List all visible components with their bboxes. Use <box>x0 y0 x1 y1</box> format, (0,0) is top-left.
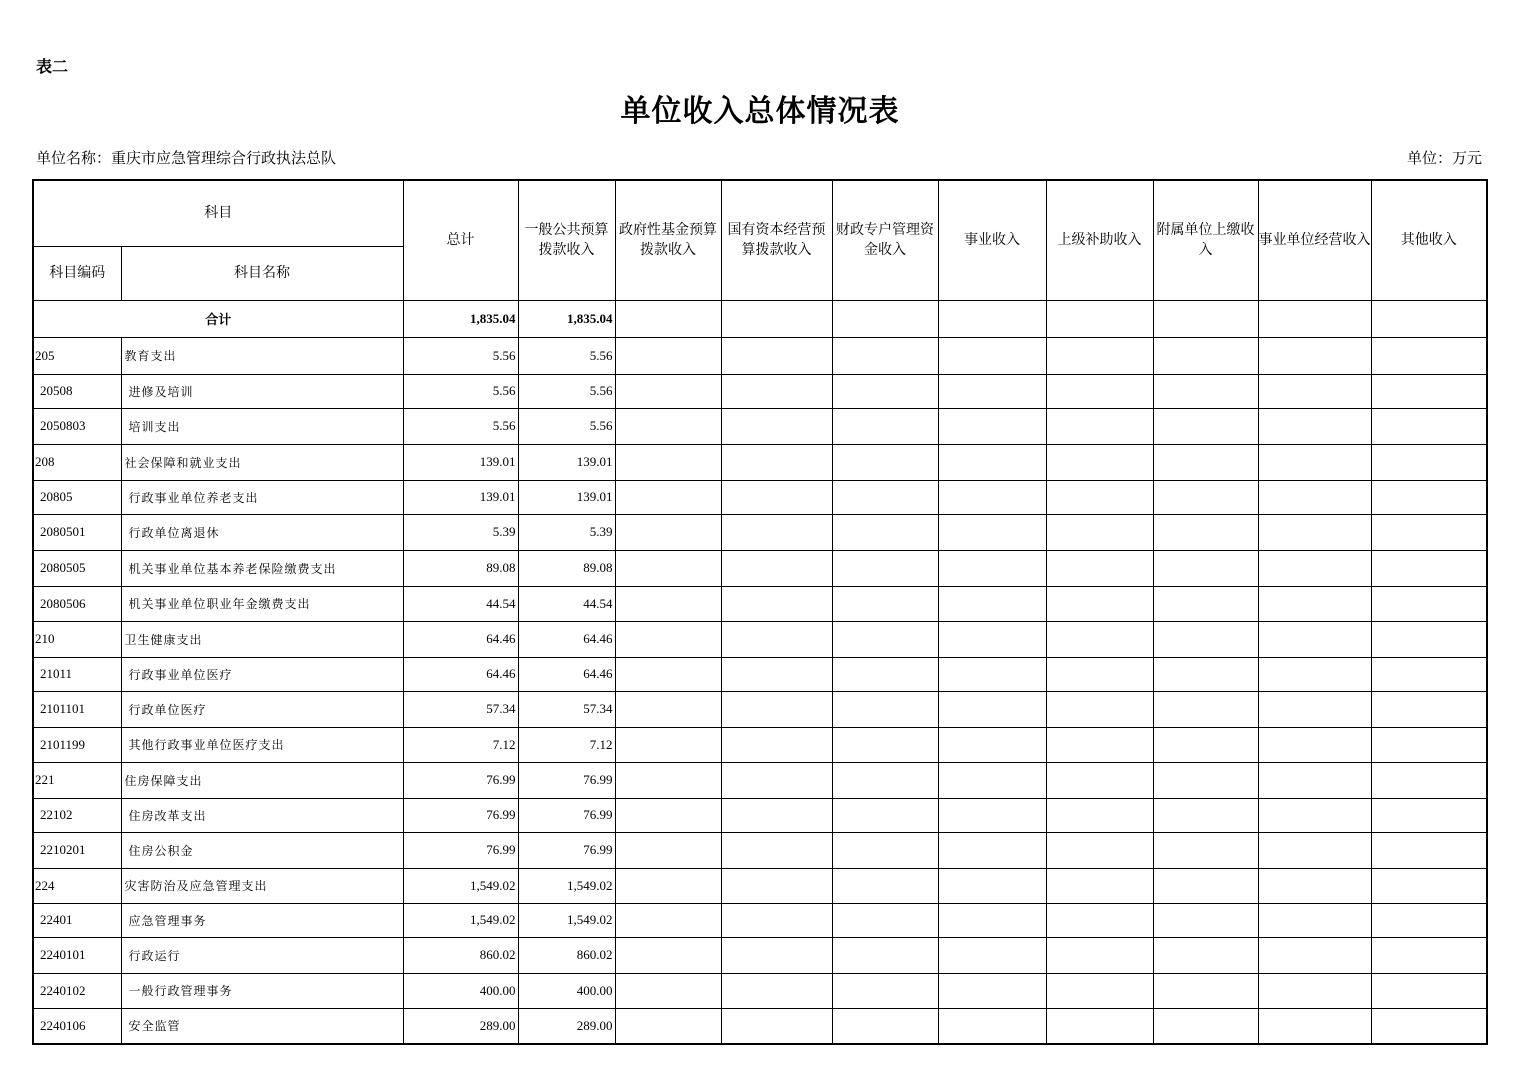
row-name: 住房改革支出 <box>121 798 403 832</box>
table-row <box>33 621 1487 657</box>
empty-cell <box>1046 903 1153 937</box>
empty-cell <box>615 727 721 762</box>
header-subject-code: 科目编码 <box>33 246 121 300</box>
empty-cell <box>1046 937 1153 973</box>
empty-cell <box>721 374 832 408</box>
table-row <box>33 937 1487 973</box>
row-total: 89.08 <box>403 550 518 586</box>
row-code: 210 <box>33 621 121 657</box>
row-code: 2101101 <box>33 691 121 727</box>
empty-cell <box>1046 514 1153 550</box>
empty-cell <box>1046 691 1153 727</box>
table-row <box>33 586 1487 621</box>
empty-cell <box>615 798 721 832</box>
empty-cell <box>1371 586 1487 621</box>
row-code: 21011 <box>33 657 121 691</box>
empty-cell <box>1258 657 1371 691</box>
row-total: 5.56 <box>403 408 518 444</box>
row-code: 2240101 <box>33 937 121 973</box>
row-name: 灾害防治及应急管理支出 <box>121 868 403 903</box>
row-total: 44.54 <box>403 586 518 621</box>
row-name: 一般行政管理事务 <box>121 973 403 1008</box>
row-general-budget: 64.46 <box>518 657 615 691</box>
table-row <box>33 374 1487 408</box>
empty-cell <box>1371 762 1487 798</box>
empty-cell <box>615 691 721 727</box>
row-code: 2101199 <box>33 727 121 762</box>
empty-cell <box>1153 937 1258 973</box>
row-name: 教育支出 <box>121 337 403 374</box>
empty-cell <box>938 691 1046 727</box>
empty-cell <box>938 868 1046 903</box>
empty-cell <box>1371 832 1487 868</box>
empty-cell <box>1258 444 1371 480</box>
empty-cell <box>721 937 832 973</box>
row-total: 1,549.02 <box>403 868 518 903</box>
row-general-budget: 5.39 <box>518 514 615 550</box>
row-general-budget: 7.12 <box>518 727 615 762</box>
empty-cell <box>615 762 721 798</box>
row-code: 22102 <box>33 798 121 832</box>
empty-cell <box>1046 550 1153 586</box>
empty-cell <box>615 1008 721 1044</box>
empty-cell <box>1153 374 1258 408</box>
header-subject: 科目 <box>33 180 403 246</box>
empty-cell <box>1258 762 1371 798</box>
empty-cell <box>721 762 832 798</box>
row-total: 1,549.02 <box>403 903 518 937</box>
empty-cell <box>1371 374 1487 408</box>
empty-cell <box>1258 374 1371 408</box>
empty-cell <box>832 621 938 657</box>
empty-cell <box>832 1008 938 1044</box>
header-total: 总计 <box>403 180 518 300</box>
empty-cell <box>1258 691 1371 727</box>
empty-cell <box>938 408 1046 444</box>
row-code: 20805 <box>33 480 121 514</box>
row-general-budget: 5.56 <box>518 337 615 374</box>
row-total: 64.46 <box>403 657 518 691</box>
row-code: 20508 <box>33 374 121 408</box>
summary-label: 合计 <box>33 300 403 337</box>
table-row <box>33 762 1487 798</box>
page-title: 单位收入总体情况表 <box>620 94 900 129</box>
empty-cell <box>832 903 938 937</box>
empty-cell <box>832 657 938 691</box>
header-gov-fund: 政府性基金预算拨款收入 <box>615 180 721 300</box>
empty-cell <box>1153 444 1258 480</box>
empty-cell <box>1046 973 1153 1008</box>
empty-cell <box>938 903 1046 937</box>
empty-cell <box>832 798 938 832</box>
row-name: 行政单位医疗 <box>121 691 403 727</box>
empty-cell <box>1371 550 1487 586</box>
empty-cell <box>1153 762 1258 798</box>
row-total: 860.02 <box>403 937 518 973</box>
empty-cell <box>1046 727 1153 762</box>
empty-cell <box>1046 337 1153 374</box>
table-row <box>33 727 1487 762</box>
empty-cell <box>615 337 721 374</box>
table-row <box>33 798 1487 832</box>
header-business-operation: 事业单位经营收入 <box>1258 180 1371 300</box>
table-row <box>33 832 1487 868</box>
row-code: 2080505 <box>33 550 121 586</box>
row-code: 2240102 <box>33 973 121 1008</box>
row-general-budget: 57.34 <box>518 691 615 727</box>
empty-cell <box>1258 550 1371 586</box>
row-code: 2240106 <box>33 1008 121 1044</box>
row-general-budget: 76.99 <box>518 798 615 832</box>
empty-cell <box>1371 621 1487 657</box>
empty-cell <box>832 480 938 514</box>
empty-cell <box>832 444 938 480</box>
empty-cell <box>721 586 832 621</box>
empty-cell <box>1153 973 1258 1008</box>
empty-cell <box>1153 868 1258 903</box>
row-code: 2050803 <box>33 408 121 444</box>
empty-cell <box>1153 621 1258 657</box>
row-general-budget: 64.46 <box>518 621 615 657</box>
row-total: 76.99 <box>403 762 518 798</box>
empty-cell <box>1258 621 1371 657</box>
table-row <box>33 973 1487 1008</box>
empty-cell <box>938 937 1046 973</box>
empty-cell <box>721 832 832 868</box>
row-general-budget: 76.99 <box>518 762 615 798</box>
row-name: 卫生健康支出 <box>121 621 403 657</box>
empty-cell <box>832 973 938 1008</box>
table-row <box>33 514 1487 550</box>
empty-cell <box>938 727 1046 762</box>
empty-cell <box>1371 514 1487 550</box>
empty-cell <box>721 868 832 903</box>
header-affiliated-payment: 附属单位上缴收入 <box>1153 180 1258 300</box>
empty-cell <box>938 973 1046 1008</box>
row-name: 机关事业单位职业年金缴费支出 <box>121 586 403 621</box>
empty-cell <box>1153 691 1258 727</box>
empty-cell <box>1258 903 1371 937</box>
unit-name-label: 单位名称：重庆市应急管理综合行政执法总队 <box>36 149 337 167</box>
empty-cell <box>1371 657 1487 691</box>
empty-cell <box>1371 1008 1487 1044</box>
empty-cell <box>1046 586 1153 621</box>
table-row <box>33 444 1487 480</box>
empty-cell <box>1258 727 1371 762</box>
row-total: 400.00 <box>403 973 518 1008</box>
empty-cell <box>938 832 1046 868</box>
row-name: 进修及培训 <box>121 374 403 408</box>
empty-cell <box>832 374 938 408</box>
row-code: 2080506 <box>33 586 121 621</box>
empty-cell <box>1258 868 1371 903</box>
empty-cell <box>615 937 721 973</box>
row-general-budget: 89.08 <box>518 550 615 586</box>
header-superior-subsidy: 上级补助收入 <box>1046 180 1153 300</box>
empty-cell <box>832 832 938 868</box>
empty-cell <box>615 586 721 621</box>
table-header <box>33 180 1487 337</box>
row-name: 培训支出 <box>121 408 403 444</box>
empty-cell <box>1046 798 1153 832</box>
empty-cell <box>721 1008 832 1044</box>
empty-cell <box>1258 798 1371 832</box>
currency-unit-label: 单位：万元 <box>1406 149 1482 167</box>
empty-cell <box>938 374 1046 408</box>
empty-cell <box>1153 832 1258 868</box>
empty-cell <box>832 586 938 621</box>
empty-cell <box>615 973 721 1008</box>
empty-cell <box>1046 444 1153 480</box>
empty-cell <box>721 621 832 657</box>
empty-cell <box>615 868 721 903</box>
row-general-budget: 289.00 <box>518 1008 615 1044</box>
row-total: 7.12 <box>403 727 518 762</box>
empty-cell <box>721 337 832 374</box>
header-business-income: 事业收入 <box>938 180 1046 300</box>
empty-cell <box>1371 480 1487 514</box>
empty-cell <box>938 621 1046 657</box>
empty-cell <box>1258 586 1371 621</box>
row-general-budget: 5.56 <box>518 408 615 444</box>
empty-cell <box>938 1008 1046 1044</box>
empty-cell <box>721 480 832 514</box>
empty-cell <box>1258 408 1371 444</box>
table-row <box>33 1008 1487 1044</box>
empty-cell <box>1153 337 1258 374</box>
empty-cell <box>615 374 721 408</box>
row-general-budget: 139.01 <box>518 444 615 480</box>
table-row <box>33 691 1487 727</box>
empty-cell <box>1153 550 1258 586</box>
empty-cell <box>721 798 832 832</box>
empty-cell <box>1046 480 1153 514</box>
header-other-income: 其他收入 <box>1371 180 1487 300</box>
row-code: 22401 <box>33 903 121 937</box>
empty-cell <box>938 586 1046 621</box>
row-general-budget: 1,549.02 <box>518 903 615 937</box>
table-row <box>33 657 1487 691</box>
table-row <box>33 480 1487 514</box>
header-general-budget: 一般公共预算拨款收入 <box>518 180 615 300</box>
empty-cell <box>721 408 832 444</box>
empty-cell <box>1046 868 1153 903</box>
empty-cell <box>1153 798 1258 832</box>
summary-total: 1,835.04 <box>403 300 518 337</box>
empty-cell <box>615 621 721 657</box>
empty-cell <box>938 337 1046 374</box>
empty-cell <box>832 550 938 586</box>
row-total: 289.00 <box>403 1008 518 1044</box>
empty-cell <box>721 550 832 586</box>
empty-cell <box>1046 374 1153 408</box>
table-row <box>33 408 1487 444</box>
row-name: 住房公积金 <box>121 832 403 868</box>
row-name: 住房保障支出 <box>121 762 403 798</box>
row-name: 行政运行 <box>121 937 403 973</box>
row-name: 安全监管 <box>121 1008 403 1044</box>
empty-cell <box>1258 1008 1371 1044</box>
row-total: 76.99 <box>403 832 518 868</box>
empty-cell <box>1153 480 1258 514</box>
row-code: 224 <box>33 868 121 903</box>
empty-cell <box>721 903 832 937</box>
empty-cell <box>1258 973 1371 1008</box>
table-row <box>33 550 1487 586</box>
row-general-budget: 5.56 <box>518 374 615 408</box>
empty-cell <box>832 762 938 798</box>
empty-cell <box>1153 657 1258 691</box>
row-total: 5.39 <box>403 514 518 550</box>
header-fiscal-special: 财政专户管理资金收入 <box>832 180 938 300</box>
empty-cell <box>938 444 1046 480</box>
row-name: 社会保障和就业支出 <box>121 444 403 480</box>
row-name: 行政事业单位医疗 <box>121 657 403 691</box>
empty-cell <box>1258 480 1371 514</box>
empty-cell <box>1046 657 1153 691</box>
empty-cell <box>832 937 938 973</box>
row-name: 行政事业单位养老支出 <box>121 480 403 514</box>
empty-cell <box>615 550 721 586</box>
empty-cell <box>615 657 721 691</box>
table-body <box>33 337 1487 1044</box>
row-name: 应急管理事务 <box>121 903 403 937</box>
empty-cell <box>615 832 721 868</box>
empty-cell <box>1371 798 1487 832</box>
empty-cell <box>721 444 832 480</box>
income-table <box>32 179 1488 1045</box>
row-general-budget: 1,549.02 <box>518 868 615 903</box>
empty-cell <box>1371 903 1487 937</box>
row-general-budget: 400.00 <box>518 973 615 1008</box>
empty-cell <box>1153 408 1258 444</box>
empty-cell <box>1371 337 1487 374</box>
empty-cell <box>1258 832 1371 868</box>
empty-cell <box>615 444 721 480</box>
row-name: 机关事业单位基本养老保险缴费支出 <box>121 550 403 586</box>
empty-cell <box>1046 621 1153 657</box>
row-general-budget: 139.01 <box>518 480 615 514</box>
empty-cell <box>1046 408 1153 444</box>
row-total: 57.34 <box>403 691 518 727</box>
empty-cell <box>1371 973 1487 1008</box>
empty-cell <box>938 798 1046 832</box>
empty-cell <box>721 727 832 762</box>
row-code: 205 <box>33 337 121 374</box>
empty-cell <box>721 514 832 550</box>
empty-cell <box>615 514 721 550</box>
row-code: 208 <box>33 444 121 480</box>
empty-cell <box>1153 727 1258 762</box>
empty-cell <box>1258 937 1371 973</box>
empty-cell <box>832 868 938 903</box>
empty-cell <box>1258 514 1371 550</box>
empty-cell <box>1258 337 1371 374</box>
empty-cell <box>1153 586 1258 621</box>
table-row <box>33 903 1487 937</box>
row-general-budget: 44.54 <box>518 586 615 621</box>
empty-cell <box>1153 903 1258 937</box>
row-name: 行政单位离退休 <box>121 514 403 550</box>
row-total: 76.99 <box>403 798 518 832</box>
header-state-capital: 国有资本经营预算拨款收入 <box>721 180 832 300</box>
row-general-budget: 76.99 <box>518 832 615 868</box>
empty-cell <box>1153 1008 1258 1044</box>
empty-cell <box>1371 727 1487 762</box>
table-row <box>33 868 1487 903</box>
empty-cell <box>721 691 832 727</box>
empty-cell <box>1153 514 1258 550</box>
empty-cell <box>1371 408 1487 444</box>
empty-cell <box>832 408 938 444</box>
row-general-budget: 860.02 <box>518 937 615 973</box>
empty-cell <box>721 973 832 1008</box>
row-total: 139.01 <box>403 480 518 514</box>
empty-cell <box>721 657 832 691</box>
row-total: 64.46 <box>403 621 518 657</box>
empty-cell <box>938 514 1046 550</box>
header-subject-name: 科目名称 <box>121 246 403 300</box>
empty-cell <box>938 762 1046 798</box>
empty-cell <box>1046 832 1153 868</box>
row-name: 其他行政事业单位医疗支出 <box>121 727 403 762</box>
empty-cell <box>1371 868 1487 903</box>
row-code: 2210201 <box>33 832 121 868</box>
row-code: 221 <box>33 762 121 798</box>
empty-cell <box>832 337 938 374</box>
empty-cell <box>832 691 938 727</box>
empty-cell <box>1046 762 1153 798</box>
empty-cell <box>615 480 721 514</box>
summary-row <box>33 300 1487 337</box>
table-number: 表二 <box>36 57 69 76</box>
empty-cell <box>615 408 721 444</box>
empty-cell <box>615 903 721 937</box>
empty-cell <box>1371 691 1487 727</box>
empty-cell <box>938 550 1046 586</box>
empty-cell <box>938 480 1046 514</box>
empty-cell <box>1046 1008 1153 1044</box>
table-row <box>33 337 1487 374</box>
empty-cell <box>832 514 938 550</box>
row-total: 139.01 <box>403 444 518 480</box>
row-total: 5.56 <box>403 337 518 374</box>
empty-cell <box>832 727 938 762</box>
empty-cell <box>938 657 1046 691</box>
empty-cell <box>1371 937 1487 973</box>
row-total: 5.56 <box>403 374 518 408</box>
summary-general-budget: 1,835.04 <box>518 300 615 337</box>
row-code: 2080501 <box>33 514 121 550</box>
empty-cell <box>1371 444 1487 480</box>
